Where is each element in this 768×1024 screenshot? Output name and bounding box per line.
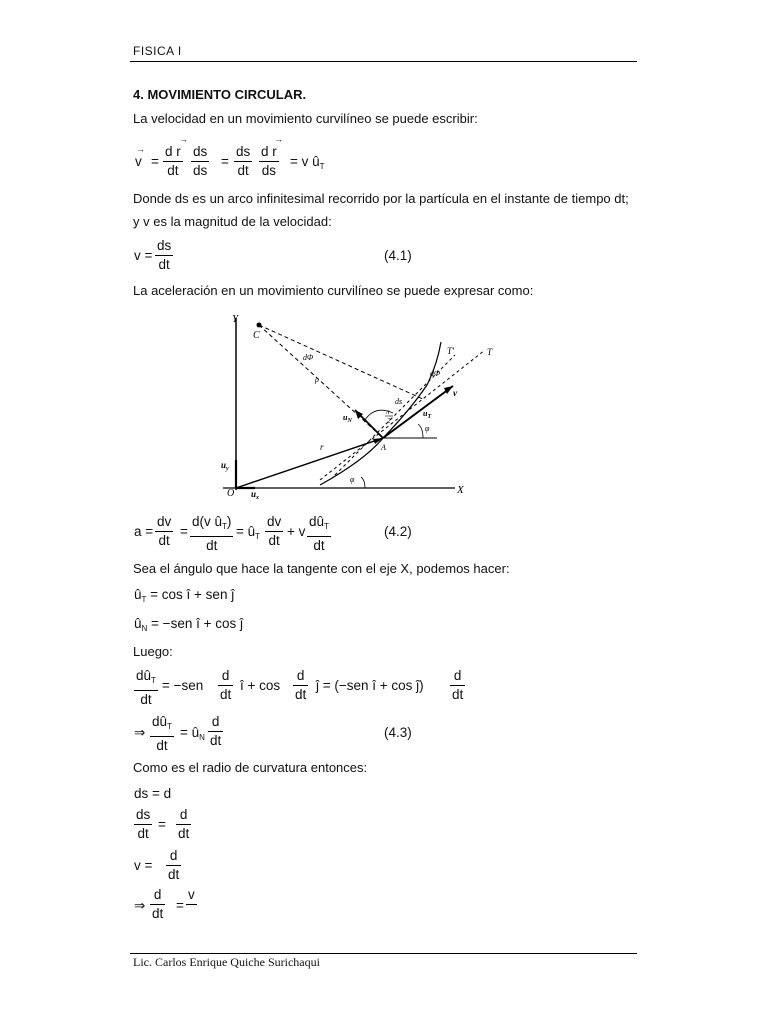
pi-label: π — [386, 408, 390, 416]
eq1-tail: = v $û_T$ — [290, 154, 325, 171]
un-label: $u_N$ — [343, 413, 352, 424]
dphi-label: dΦ — [430, 369, 441, 378]
phi-label-a: φ — [425, 424, 430, 433]
eqrho-l3-lhs: v = — [134, 858, 153, 873]
two-label: 2 — [387, 417, 391, 425]
eq42-mid: = $û_T$ — [236, 524, 261, 541]
equation-un: $û_N = -sen$ î + cos ĵ — [134, 616, 243, 633]
eq42-frac-dvut-dt: $\frac{d(v û_T)}{dt}$ — [192, 514, 232, 553]
r-label: r — [320, 442, 324, 452]
eqder-frac-3: $\frac{d}{dt}$ — [295, 668, 307, 702]
eq1-eq-a: = — [151, 154, 159, 169]
phi-arc-a — [418, 424, 423, 438]
curvilinear-motion-figure — [215, 310, 505, 500]
eqder-frac-2: $\frac{d}{dt}$ — [220, 668, 232, 702]
phi-label-axis: φ — [350, 475, 355, 484]
velocity-vector — [383, 386, 453, 438]
header-rule — [130, 61, 637, 62]
eqrho-l2-eq: = — [158, 817, 166, 832]
eq41-label: (4.1) — [384, 248, 412, 263]
v-label: v — [453, 388, 457, 398]
eqder-frac-4: $\frac{d}{dt}$ — [452, 668, 464, 702]
eq42-plus: + v — [287, 524, 306, 539]
eqrho-l4-eq: = — [176, 898, 184, 913]
origin-label: O — [227, 488, 235, 499]
eq41-lhs: v = — [134, 248, 153, 263]
eq43-label: (4.3) — [384, 725, 412, 740]
eq1-frac-dr-ds: $\frac{\text{d r}}{ds}$ — [261, 144, 277, 178]
paragraph-acceleration-intro: La aceleración en un movimiento curvilíneo se puede expresar como: — [133, 283, 534, 298]
rho-label: ρ — [315, 375, 319, 384]
x-axis-label: X — [457, 484, 464, 496]
ds-label: ds — [395, 397, 403, 406]
y-axis-label: Y — [232, 313, 239, 325]
eq43-mid: = $û_N$ — [180, 725, 205, 742]
eqrho-l4-frac: $\frac{d}{dt}$ — [152, 887, 164, 921]
uy-label: $u_y$ — [221, 460, 229, 472]
paragraph-ds-definition: Donde ds es un arco infinitesimal recorrido por la partícula en el instante de tiempo dt; — [133, 191, 629, 206]
phi-arc-axis — [361, 477, 365, 488]
eqder-t3: ĵ = (−sen î + cos ĵ) — [316, 678, 424, 693]
eqder-frac-dut-dt: $dû_T$ dt — [136, 668, 156, 707]
eqrho-l4-implies: ⇒ — [134, 898, 146, 913]
eq42-lhs: a = — [134, 524, 154, 539]
eqrho-l2-rfrac: $\frac{d}{dt}$ — [178, 807, 190, 841]
eq1-eq-b: = — [221, 154, 229, 169]
radius-line-b — [259, 325, 425, 400]
section-title: 4. MOVIMIENTO CIRCULAR. — [133, 87, 307, 102]
ux-label: $u_x$ — [251, 489, 260, 500]
eqder-t1: = −sen — [162, 678, 204, 693]
eqder-t2: î + cos — [240, 678, 281, 693]
position-vector-r — [236, 438, 383, 488]
vector-arrow: → — [274, 134, 283, 144]
paragraph-velocity-intro: La velocidad en un movimiento curvilíneo se puede escribir: — [133, 111, 478, 126]
eq1-frac-dr-dt: $\frac{\text{d r}}{dt}$ — [165, 144, 181, 178]
eq42-frac-dv-dt: $\frac{dv}{dt}$ — [157, 514, 172, 548]
dphi-label-center: dΦ — [303, 353, 314, 362]
center-label: C — [253, 330, 260, 341]
eq42-frac-dut-dt: $dû_T$ dt — [309, 514, 329, 553]
point-a-label: A — [381, 443, 386, 452]
eqrho-l2-frac: $\frac{ds}{dt}$ — [136, 807, 151, 841]
equation-ut: $û_T = \cos$ î + sen ĵ — [134, 587, 235, 604]
eqrho-l4-rfrac: v — [186, 886, 197, 905]
eq43-frac-dut-dt: $dû_T$ dt — [152, 714, 172, 753]
page-header: FISICA I — [133, 44, 182, 58]
eq42-label: (4.2) — [384, 524, 412, 539]
ut-label: $u_T$ — [423, 409, 432, 420]
vector-arrow: → — [136, 144, 145, 154]
tangent-t-prime-label: T′ — [447, 346, 454, 356]
eq41-frac: $\frac{ds}{dt}$ — [157, 238, 172, 272]
vector-arrow: → — [179, 134, 188, 144]
footer-author: Lic. Carlos Enrique Quiche Surichaqui — [133, 955, 320, 969]
eq1-frac-ds-ds: $\frac{ds}{ds}$ — [193, 144, 208, 178]
paragraph-curvature-radius: Como es el radio de curvatura entonces: — [133, 760, 368, 775]
eq1-frac-ds-dt: $\frac{ds}{dt}$ — [236, 144, 251, 178]
eq43-implies: ⇒ — [134, 725, 146, 740]
eq43-frac-2: $\frac{d}{dt}$ — [210, 714, 222, 748]
paragraph-luego: Luego: — [133, 644, 173, 659]
eq42-frac-dv-dt-2: $\frac{dv}{dt}$ — [267, 514, 282, 548]
paragraph-v-magnitude: y v es la magnitud de la velocidad: — [133, 214, 332, 229]
eq42-eq: = — [180, 524, 188, 539]
eqrho-l3-frac: $\frac{d}{dt}$ — [168, 848, 180, 882]
eqrho-line1: ds = d — [134, 786, 172, 801]
eq1-v: v — [135, 154, 142, 169]
footer-rule — [130, 953, 637, 954]
tangent-t-label: T — [487, 347, 493, 357]
paragraph-angle-definition: Sea el ángulo que hace la tangente con el eje X, podemos hacer: — [133, 561, 510, 576]
radius-line-a — [259, 325, 383, 438]
